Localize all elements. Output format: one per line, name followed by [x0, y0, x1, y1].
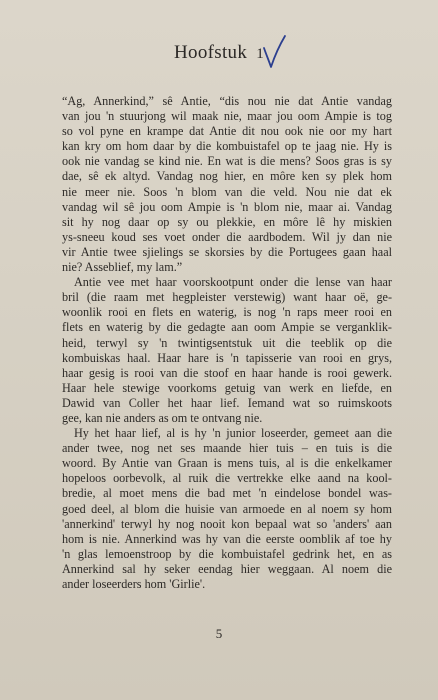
- paragraph: [62, 426, 392, 592]
- chapter-number: 1: [256, 46, 264, 62]
- text-line: bril (die raam met hegpleister verstewig) want haar oë, ge-: [62, 290, 392, 305]
- text-line: 'annerkind' terwyl hy nog nooit kon bepaal wat so 'anders' aan: [62, 516, 392, 531]
- text-line: gee, kan nie anders as om te ontvang nie.: [62, 410, 263, 425]
- body-text: [62, 94, 392, 592]
- text-line: Haar hele stewige voorkoms getuig van werk en liefde, en: [62, 380, 392, 395]
- text-line: Hy het haar lief, al is hy 'n junior loseerder, gemeet aan die: [74, 426, 392, 441]
- text-line: van jou 'n stuurjong wil maak nie, maar jou oom Ampie is tog: [62, 109, 392, 124]
- text-line: ander loseerders hom 'Girlie'.: [62, 577, 206, 591]
- text-line: hopeloos oorbevolk, al ruik die vertrekke elke aand na kool-: [62, 471, 392, 486]
- text-line: nie? Asseblief, my lam.”: [62, 260, 183, 275]
- text-line: woonlik rooi en flets en waterig, is nog 'n raps meer rooi en: [62, 305, 392, 320]
- text-line: woord. By Antie van Graan is mens tuis, al is die enkelkamer: [62, 456, 392, 471]
- paragraph: [62, 94, 392, 275]
- text-line: “Ag, Annerkind,” sê Antie, “dis nou nie dat Antie vandag: [62, 94, 392, 108]
- text-line: ys-sneeu koud ses voet onder die aardbodem. Wil jy dan nie: [62, 229, 392, 244]
- text-line: sit hy nog daar op sy ou plekkie, en môre lê hy miskien: [62, 214, 392, 229]
- text-line: Dawid van Coller het haar lief. Iemand wat so ruimskoots: [62, 395, 392, 410]
- text-line: dae, sê ek altyd. Vandag nog hier, en môre ken sy plek hom: [62, 169, 392, 184]
- text-line: vandag wil sê jou oom Ampie is 'n blom nie, maar ai. Vandag: [62, 199, 392, 214]
- text-line: goed deel, al blom die huisie van armoede en al noem sy hom: [62, 501, 392, 516]
- text-line: kan kry om hom daar by die kombuistafel op te jaag nie. Hy is: [62, 139, 392, 154]
- text-line: nie meer nie. Soos 'n blom van die veld. Nou nie dat ek: [62, 184, 392, 199]
- paragraph: [62, 275, 392, 426]
- chapter-title: Hoofstuk: [174, 42, 248, 63]
- text-line: 'n glas lemoenstroop by die kombuistafel gedrink het, en as: [62, 546, 392, 561]
- text-line: so vol pyne en krampe dat Antie dit nou ook nie oor my hart: [62, 124, 392, 139]
- text-line: ook nie vandag se kind nie. En wat is die mens? Soos gras is sy: [62, 154, 392, 169]
- text-line: Antie vee met haar voorskootpunt onder die lense van haar: [74, 275, 392, 290]
- text-line: vir Antie twee sjielings se skorsies by die Portugees gaan haal: [62, 244, 392, 259]
- text-line: heid, terwyl sy 'n twintigsentstuk uit die teeblik op die: [62, 335, 392, 350]
- text-line: ander twee, nog net ses maande hier tuis – en tuis is die: [62, 441, 392, 456]
- text-line: kombuiskas haal. Haar hare is 'n tapisserie van rooi en grys,: [62, 350, 392, 365]
- chapter-heading: [0, 42, 438, 64]
- text-line: bredie, al moet mens die bad met 'n eindelose bondel was-: [62, 486, 392, 501]
- page-number: 5: [215, 626, 223, 641]
- text-line: Annerkind sal hy seker eendag hier weggaan. Al noem die: [62, 561, 392, 576]
- text-line: flets en waterig by die gedagte aan oom Ampie se verganklik-: [62, 320, 392, 335]
- handwritten-check-mark-icon: [261, 34, 287, 70]
- text-line: hom is nie. Annerkind was hy van die eerste oomblik af toe hy: [62, 531, 392, 546]
- text-line: haar gesig is rooi van die stoof en haar hande is rooi gewerk.: [62, 365, 392, 380]
